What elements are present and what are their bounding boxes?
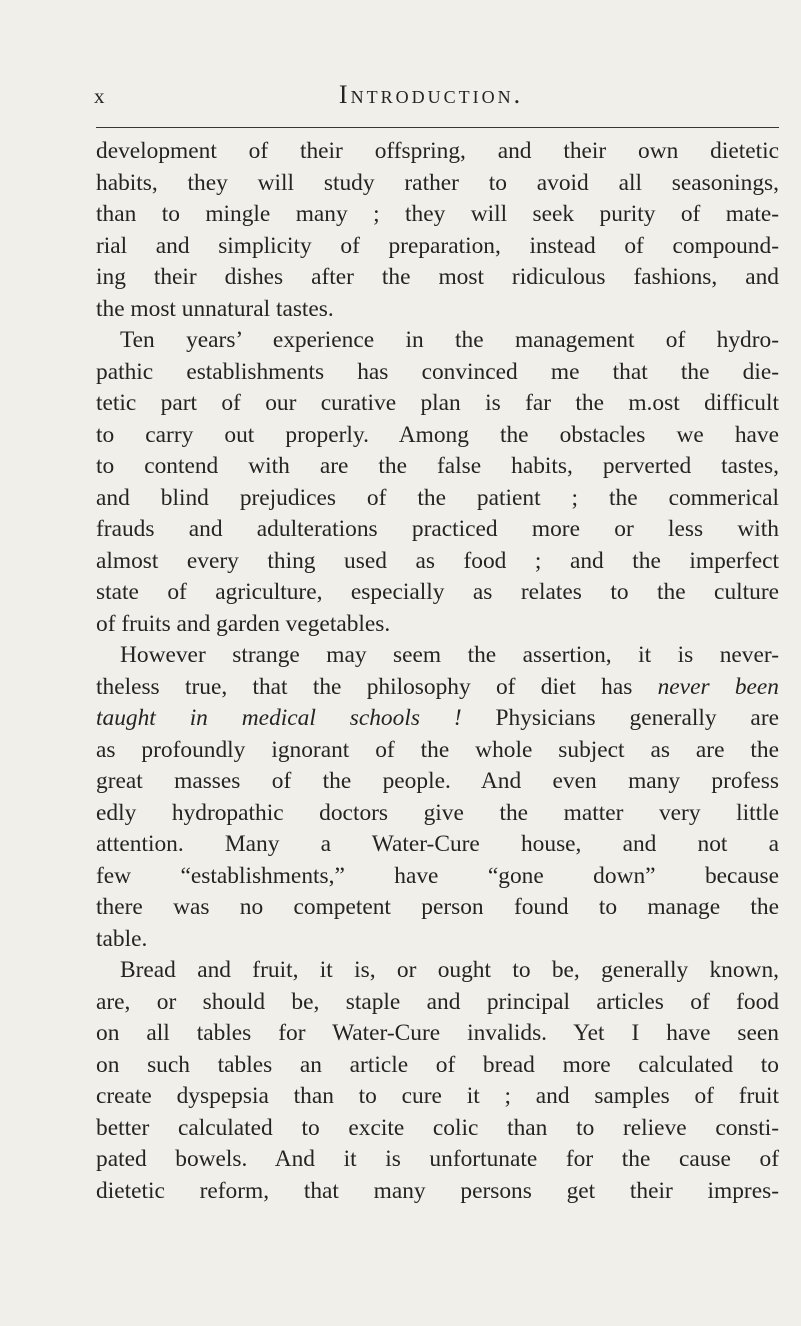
text-line: dietetic reform, that many persons get their impres-: [96, 1177, 779, 1204]
text-line: there was no competent person found to manage the: [96, 894, 779, 920]
text-line: However strange may seem the assertion, it is never-: [120, 642, 779, 668]
text-line: the most unnatural tastes.: [96, 295, 334, 322]
text-run: theless true, that the philosophy of diet has: [96, 673, 658, 700]
text-line: pathic establishments has convinced me that the die-: [96, 358, 779, 385]
text-line: tetic part of our curative plan is far the m.ost difficult: [96, 390, 779, 416]
text-line: table.: [96, 925, 148, 952]
text-line: state of agriculture, especially as relates to the culture: [96, 579, 779, 605]
text-line: attention. Many a Water-Cure house, and not a: [96, 831, 779, 857]
body-text: [96, 136, 779, 1207]
text-line: than to mingle many ; they will seek purity of mate-: [96, 201, 779, 227]
running-head: Introduction.: [338, 80, 524, 109]
text-line: development of their offspring, and their own dietetic: [96, 138, 779, 164]
text-run: Physicians generally are: [461, 705, 779, 731]
text-line: to contend with are the false habits, perverted tastes,: [96, 453, 779, 479]
text-line: better calculated to excite colic than to relieve consti-: [96, 1114, 779, 1141]
header-rule: [96, 127, 779, 128]
emphasis-text: taught in medical schools !: [96, 705, 462, 731]
text-line: of fruits and garden vegetables.: [96, 610, 391, 637]
text-line-with-emphasis: [96, 672, 779, 704]
text-line: few “establishments,” have “gone down” because: [96, 862, 779, 889]
page-number: x: [94, 84, 106, 108]
page-header: [86, 80, 776, 124]
text-line: Ten years’ experience in the management of hydro-: [120, 327, 779, 353]
text-line: as profoundly ignorant of the whole subject as are the: [96, 736, 779, 763]
text-line: habits, they will study rather to avoid all seasonings,: [96, 169, 779, 196]
text-line: create dyspepsia than to cure it ; and samples of fruit: [96, 1083, 779, 1109]
text-line-with-emphasis: [96, 703, 779, 735]
text-line: are, or should be, staple and principal articles of food: [96, 988, 779, 1015]
text-line: frauds and adulterations practiced more or less with: [96, 516, 779, 542]
text-line: pated bowels. And it is unfortunate for the cause of: [96, 1146, 779, 1172]
text-line: to carry out properly. Among the obstacles we have: [96, 421, 779, 448]
text-line: ing their dishes after the most ridiculous fashions, and: [96, 264, 779, 290]
text-line: on such tables an article of bread more calculated to: [96, 1051, 779, 1078]
text-line: on all tables for Water-Cure invalids. Yet I have seen: [96, 1020, 779, 1046]
text-line: rial and simplicity of preparation, instead of compound-: [96, 232, 779, 259]
text-line: and blind prejudices of the patient ; the commerical: [96, 484, 779, 511]
text-line: Bread and fruit, it is, or ought to be, generally known,: [120, 957, 779, 983]
text-line: almost every thing used as food ; and the imperfect: [96, 547, 779, 574]
text-line: great masses of the people. And even many profess: [96, 768, 779, 794]
emphasis-text: never been: [657, 673, 780, 700]
text-line: edly hydropathic doctors give the matter very little: [96, 799, 779, 826]
